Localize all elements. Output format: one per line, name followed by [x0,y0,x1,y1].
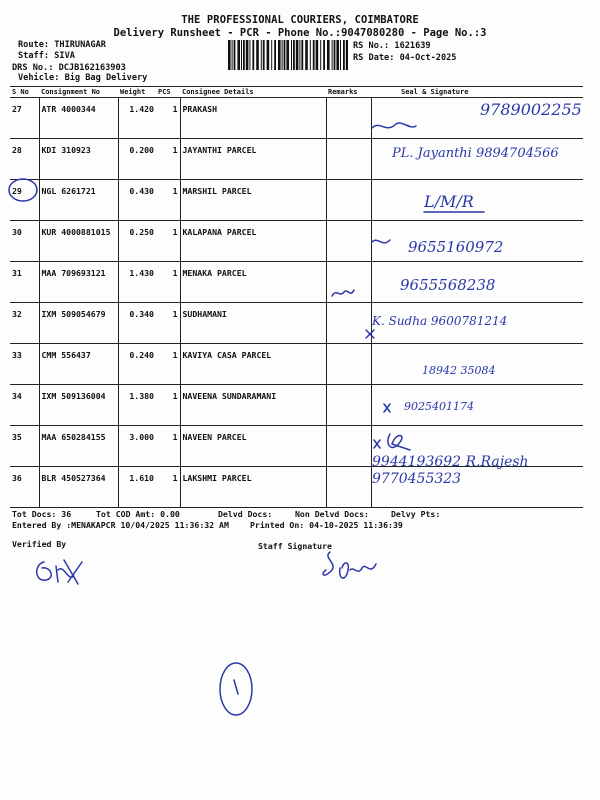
cell-consignment-no: ATR 4000344 [39,98,118,139]
cell-consignment-no: CMM 556437 [39,344,118,385]
cell-consignee: LAKSHMI PARCEL [180,467,326,508]
cell-weight: 0.340 [118,303,156,344]
cell-consignee: NAVEENA SUNDARAMANI [180,385,326,426]
cell-consignee: SUDHAMANI [180,303,326,344]
handwritten-note-row-30: 9655160972 [408,238,504,256]
table-row [10,385,583,426]
ink-stroke-mark [424,212,494,236]
cell-sno: 34 [10,385,39,426]
cell-sno: 30 [10,221,39,262]
ink-stroke-mark [384,404,454,428]
cell-remarks [326,139,371,180]
cell-weight: 0.240 [118,344,156,385]
cell-consignee: PRAKASH [180,98,326,139]
delivery-points: Delvy Pts: [391,509,441,519]
cell-weight: 0.250 [118,221,156,262]
cell-consignment-no: KUR 4000881015 [39,221,118,262]
table-row [10,344,583,385]
cell-sno: 28 [10,139,39,180]
col-header-pcs: PCS [156,87,180,98]
entered-by: Entered By :MENAKAPCR 10/04/2025 11:36:32 AM [12,520,229,530]
cell-remarks [326,385,371,426]
delivered-docs: Delvd Docs: [218,509,273,519]
cell-consignee: JAYANTHI PARCEL [180,139,326,180]
cell-pcs: 1 [156,139,180,180]
cell-consignment-no: IXM 509054679 [39,303,118,344]
cell-sno: 35 [10,426,39,467]
cell-pcs: 1 [156,180,180,221]
drs-number: DRS No.: DCJB162163903 [12,63,126,73]
handwritten-note-row-31: 9655568238 [400,276,496,294]
ink-stroke-mark [372,236,442,260]
cell-weight: 1.380 [118,385,156,426]
verified-by-label: Verified By [12,539,67,549]
cell-sno: 33 [10,344,39,385]
cell-weight: 1.420 [118,98,156,139]
vehicle-label: Vehicle: Big Bag Delivery [18,73,148,83]
staff-signature-label: Staff Signature [258,541,332,551]
company-title: THE PROFESSIONAL COURIERS, COIMBATORE [181,14,419,26]
cell-pcs: 1 [156,98,180,139]
loop-mark [216,660,256,718]
cell-consignment-no: MAA 650284155 [39,426,118,467]
cell-weight: 1.610 [118,467,156,508]
cell-remarks [326,98,371,139]
printed-on: Printed On: 04-10-2025 11:36:39 [250,520,403,530]
cell-consignment-no: NGL 6261721 [39,180,118,221]
cell-consignee: MARSHIL PARCEL [180,180,326,221]
handwritten-note-row-29: L/M/R [424,192,474,211]
cell-remarks [326,467,371,508]
cell-weight: 0.200 [118,139,156,180]
handwritten-note-row-33: 18942 35084 [422,364,496,377]
col-header-weight: Weight [118,87,156,98]
cell-weight: 1.430 [118,262,156,303]
non-delivered-docs: Non Delvd Docs: [295,509,369,519]
handwritten-note-row-32: K. Sudha 9600781214 [372,314,508,328]
route-label: Route: THIRUNAGAR [18,40,106,50]
rs-number: RS No.: 1621639 [353,41,431,51]
handwritten-note-row-36: 9944193692 R.Rajesh 9770455323 [372,454,529,487]
col-header-consignment: Consignment No [39,87,118,98]
cell-sno: 29 [10,180,39,221]
table-row [10,262,583,303]
cell-consignee: MENAKA PARCEL [180,262,326,303]
handwritten-note-row-28: PL. Jayanthi 9894704566 [392,146,559,161]
staff-label: Staff: SIVA [18,51,75,61]
cell-consignee: KAVIYA CASA PARCEL [180,344,326,385]
cell-consignee: NAVEEN PARCEL [180,426,326,467]
col-header-consignee: Consignee Details [180,87,326,98]
barcode [228,40,348,70]
cell-remarks [326,180,371,221]
cell-pcs: 1 [156,221,180,262]
cell-pcs: 1 [156,344,180,385]
cell-pcs: 1 [156,385,180,426]
cell-consignment-no: IXM 509136004 [39,385,118,426]
table-header-row [10,87,583,98]
col-header-remarks: Remarks [326,87,371,98]
cell-sno: 31 [10,262,39,303]
cell-sno: 27 [10,98,39,139]
handwritten-note-row-34: 9025401174 [404,400,474,413]
col-header-sno: S No [10,87,39,98]
cell-sno: 36 [10,467,39,508]
verifier-signature [30,552,90,588]
cell-consignee: KALAPANA PARCEL [180,221,326,262]
col-header-signature: Seal & Signature [371,87,583,98]
total-cod-amount: Tot COD Amt: 0.00 [96,509,180,519]
runsheet-subtitle: Delivery Runsheet - PCR - Phone No.:9047080280 - Page No.:3 [113,27,487,39]
ink-stroke-mark [332,288,402,312]
cell-consignment-no: KDI 310923 [39,139,118,180]
cell-weight: 0.430 [118,180,156,221]
rs-date: RS Date: 04-Oct-2025 [353,53,457,63]
cell-remarks [326,221,371,262]
ink-stroke-mark [372,120,442,144]
ink-stroke-mark [374,440,444,464]
cell-consignment-no: BLR 450527364 [39,467,118,508]
handwritten-note-row-27: 9789002255 [480,100,582,119]
cell-consignment-no: MAA 709693121 [39,262,118,303]
cell-pcs: 1 [156,303,180,344]
cell-remarks [326,344,371,385]
cell-pcs: 1 [156,467,180,508]
cell-sno: 32 [10,303,39,344]
cell-remarks [326,426,371,467]
cell-pcs: 1 [156,426,180,467]
total-docs: Tot Docs: 36 [12,509,72,519]
table-row [10,180,583,221]
row-29-circle-mark [6,176,40,204]
ink-stroke-mark [366,330,436,354]
staff-signature [318,548,388,588]
cell-pcs: 1 [156,262,180,303]
cell-weight: 3.000 [118,426,156,467]
